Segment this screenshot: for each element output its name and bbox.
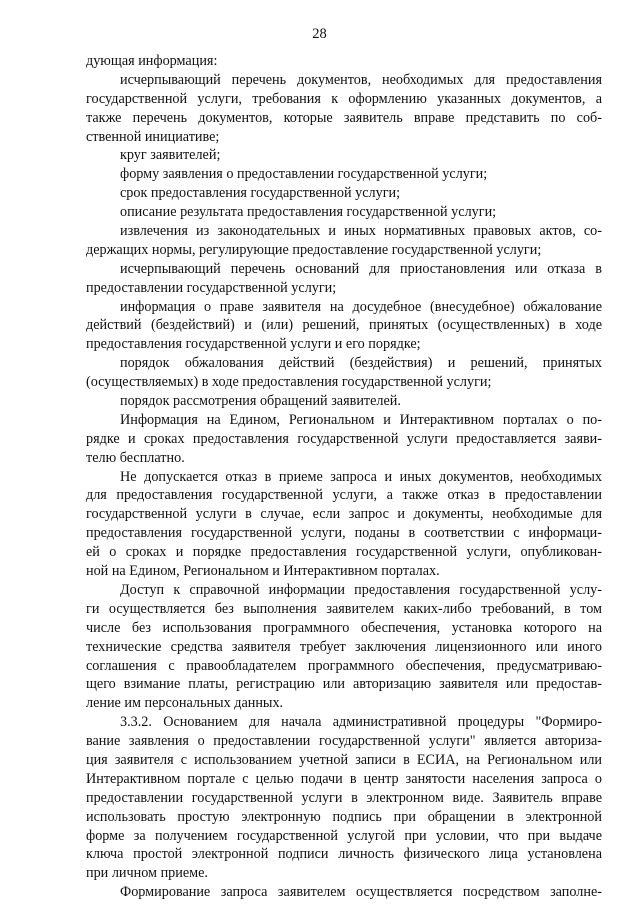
text-line: использовать простую электронную подпись при обращении в электронной: [86, 808, 602, 825]
text-line: государственной услуги в случае, если запрос и документы, необходимые для: [86, 506, 602, 523]
text-line: соглашения с правообладателем программного обеспечения, предусматриваю-: [86, 657, 602, 674]
text-line: исчерпывающий перечень оснований для приостановления или отказа в: [120, 260, 602, 277]
text-line: ственной инициативе;: [86, 128, 220, 145]
text-line: вание заявления о предоставлении государственной услуги" является авториза-: [86, 733, 602, 750]
text-line: предоставления государственной услуги и его порядке;: [86, 336, 421, 353]
text-line: Не допускается отказ в приеме запроса и иных документов, необходимых: [120, 468, 602, 485]
text-line: держащих нормы, регулирующие предоставление государственной услуги;: [86, 241, 542, 258]
text-line: Формирование запроса заявителем осуществляется посредством заполне-: [120, 884, 602, 901]
text-line: 3.3.2. Основанием для начала административной процедуры "Формиро-: [120, 714, 602, 731]
text-line: порядок обжалования действий (бездействия) и решений, принятых: [120, 355, 602, 372]
text-line: Информация на Едином, Региональном и Интерактивном порталах о по-: [120, 411, 602, 428]
text-line: ги осуществляется без выполнения заявителем каких-либо требований, в том: [86, 600, 602, 617]
text-line: дующая информация:: [86, 53, 218, 69]
text-line: форме за получением государственной услугой при условии, что при выдаче: [86, 827, 602, 844]
text-line: ной на Едином, Региональном и Интерактивном порталах.: [86, 563, 440, 580]
text-line: телю бесплатно.: [86, 449, 185, 466]
body-text: [86, 52, 602, 902]
text-line: ключа простой электронной подписи личность физического лица установлена: [86, 846, 602, 863]
text-line: щего взимание платы, регистрацию или авторизацию заявителя или предостав-: [86, 676, 602, 693]
text-line: также перечень документов, которые заявитель вправе представить по соб-: [86, 109, 602, 126]
text-line: информация о праве заявителя на досудебное (внесудебное) обжалование: [120, 298, 602, 315]
text-line: ление им персональных данных.: [86, 695, 284, 712]
text-line: рядке и сроках предоставления государственной услуги предоставляется заяви-: [86, 430, 602, 447]
text-line: Интерактивном портале с целью подачи в центр занятости населения запроса о: [86, 770, 602, 787]
text-line: срок предоставления государственной услуги;: [120, 185, 401, 202]
text-line: действий (бездействий) и (или) решений, принятых (осуществленных) в ходе: [86, 317, 602, 334]
text-line: (осуществляемых) в ходе предоставления государственной услуги;: [86, 374, 492, 391]
text-line: Доступ к справочной информации предоставления государственной услу-: [120, 581, 602, 598]
text-line: предоставлении государственной услуги;: [86, 279, 337, 296]
text-line: описание результата предоставления государственной услуги;: [120, 204, 497, 221]
text-line: порядок рассмотрения обращений заявителей.: [120, 393, 401, 410]
text-line: извлечения из законодательных и иных нормативных правовых актов, со-: [120, 223, 602, 240]
text-line: при личном приеме.: [86, 865, 208, 882]
text-line: ция заявителя с использованием учетной записи в ЕСИА, на Региональном или: [86, 751, 602, 768]
text-line: форму заявления о предоставлении государственной услуги;: [120, 166, 488, 183]
text-line: ей о сроках и порядке предоставления государственной услуги, опубликован-: [86, 544, 602, 561]
text-line: предоставления государственной услуги, поданы в соответствии с информаци-: [86, 525, 602, 542]
page-number: 28: [312, 26, 327, 42]
text-line: государственной услуги, требования к оформлению указанных документов, а: [86, 90, 602, 107]
text-line: технические средства заявителя требует заключения лицензионного или иного: [86, 638, 602, 655]
text-line: круг заявителей;: [120, 147, 221, 164]
text-line: исчерпывающий перечень документов, необходимых для предоставления: [120, 71, 602, 88]
text-line: предоставлении государственной услуги в электронном виде. Заявитель вправе: [86, 789, 602, 806]
text-line: числе без использования программного обеспечения, установка которого на: [86, 619, 602, 636]
text-line: для предоставления государственной услуги, а также отказ в предоставлении: [86, 487, 602, 504]
